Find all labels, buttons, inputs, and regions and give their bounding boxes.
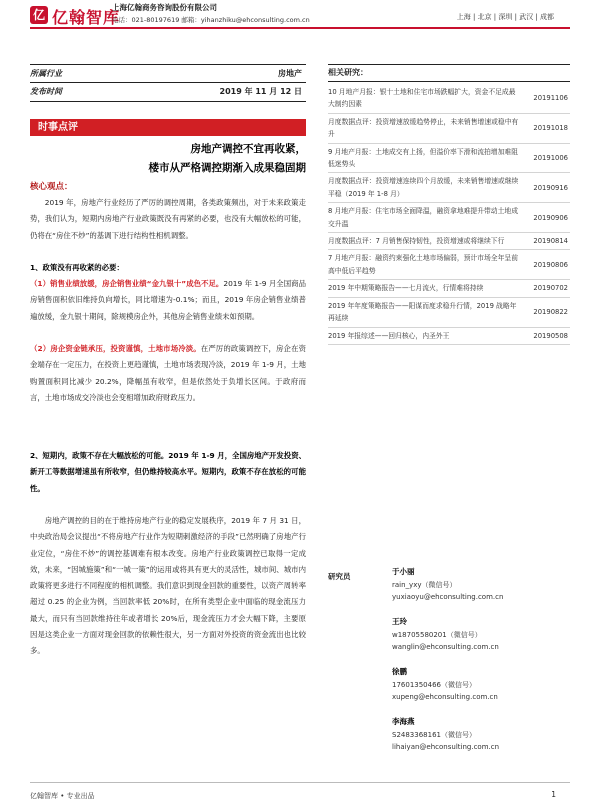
industry-value: 房地产 [278, 69, 302, 78]
heading-2: 2、短期内，政策不存在大幅放松的可能。2019 年 1-9 月，全国房地产开发投资、新开工等数据增速虽有所收窄，但仍维持较高水平。短期内，政策不存在放松的可能性。 [30, 451, 306, 493]
research-item-date: 20190822 [533, 308, 568, 317]
research-item-date: 20191006 [533, 154, 568, 163]
page-number: 1 [551, 790, 556, 799]
research-item-date: 20190508 [533, 331, 568, 340]
meta-top-rule [30, 64, 306, 65]
research-item-title: 2019 年年度策略报告——阳谋而度求稳升行情，2019 战略年再延续 [328, 301, 517, 323]
research-item-date: 20190906 [533, 213, 568, 222]
research-item-title: 2019 年中期策略报告——七月流火，行情难将持续 [328, 284, 484, 293]
company-name: 上海亿翰商务咨询股份有限公司 [112, 3, 217, 12]
research-label: 相关研究： [328, 68, 368, 77]
industry-label: 所属行业 [30, 69, 62, 78]
meta-mid-rule [30, 82, 306, 83]
meta-bottom-rule [30, 101, 306, 102]
footer-text: 亿翰智库 • 专业出品 [30, 792, 95, 800]
researcher-wechat: w18705580201（微信号） [392, 630, 482, 639]
research-item-title: 月度数据点评：投资增速放缓趋势停止，未来销售增速或稳中有升 [328, 117, 519, 139]
researcher-name: 徐鹏 [392, 667, 407, 676]
point-1-text: 2019 年 1-9 月全国商品房销售面积依旧维持负向增长，同比增速为-0.1%；而且，2019 年房企销售业绩普遍放缓，金九银十期间，除规模房企外，其他房企销售业绩未如预期。 [30, 279, 306, 321]
point-2 [30, 341, 306, 406]
research-item-date: 20191106 [533, 94, 568, 103]
researcher-label: 研究员 [328, 572, 351, 581]
researcher-name: 于小丽 [392, 567, 415, 576]
date-label: 发布时间 [30, 87, 62, 96]
point-2-highlight: （2）房企资金链承压，投资谨慎，土地市场冷淡。 [30, 344, 201, 353]
closing-paragraph: 房地产调控的目的在于维持房地产行业的稳定发展秩序，2019 年 7 月 31 日，中央政治局会议提出“不将房地产行业作为短期刺激经济的手段”已然明确了房地产行业定位，“房住不炒”的调控基调难有根本改变。房地产行业政策调控已取得一定成效，未来，“因城施策”和“一城一策”的运用或将具有更大的灵活性，城市间、城市内政策将更多进行不同程度的相机调整。我们意识到现金回款的重要性，以资产周转率超过 0.25 的企业为例，当回款率低 20%时，在所有类型企业中面临的现金流压力最大，而只有当回款维持往年或者增长 20%后，现金流压力才会大幅下降，主要原因是这类企业一方面对现金回款的依赖性很大，另一方面对外投资的资金流出也比较多。 [30, 516, 306, 656]
research-item-title: 9 月地产月报：土地成交有上扬，但溢价率下滑和流拍增加难阻低迷势头 [328, 147, 518, 169]
date-value: 2019 年 11 月 12 日 [219, 87, 302, 96]
research-item-title: 2019 年报综述——回归核心，内圣外王 [328, 331, 450, 340]
research-item-date: 20190806 [533, 260, 568, 269]
point-1 [30, 276, 306, 325]
research-item[interactable] [328, 144, 570, 174]
logo-icon: 亿 [30, 6, 48, 24]
contact-info: 电话：021-80197619 邮箱：yihanzhiku@ehconsulting.com.cn [112, 16, 310, 24]
industry-row [30, 68, 306, 79]
research-item[interactable] [328, 114, 570, 144]
research-item[interactable] [328, 173, 570, 203]
section-banner: 时事点评 [30, 119, 306, 136]
researcher-entry [392, 566, 572, 604]
research-item[interactable] [328, 233, 570, 250]
research-list [328, 84, 570, 345]
research-header-rule [328, 81, 570, 82]
researcher-email[interactable]: wanglin@ehconsulting.com.cn [392, 643, 499, 651]
research-item-title: 月度数据点评：投资增速连续四个月放缓，未来销售增速或继续平稳（2019 年 1-8 月） [328, 177, 519, 198]
research-item[interactable] [328, 250, 570, 280]
office-cities: 上海 | 北京 | 深圳 | 武汉 | 成都 [456, 13, 554, 21]
researcher-name: 王玲 [392, 617, 407, 626]
header-divider [30, 27, 570, 29]
footer-rule [30, 782, 570, 783]
intro-paragraph: 2019 年，房地产行业经历了严厉的调控周期，各类政策频出，对于未来政策走势，我们认为，短期内房地产行业政策既没有再紧的必要，也没有大幅放松的可能，仍将在“房住不炒”的基调下进行结构性相机调整。 [30, 198, 306, 240]
researcher-wechat: 17601350466（微信号） [392, 680, 476, 689]
research-item-title: 月度数据点评：7 月销售保持韧性，投资增速或将继续下行 [328, 237, 505, 246]
research-item-title: 7 月地产月报：融资约束强化土地市场偏弱，预计市场全年呈前高中低后平趋势 [328, 254, 518, 275]
heading-1: 1、政策没有再收紧的必要： [30, 263, 124, 272]
date-row [30, 86, 306, 97]
title-line-1: 房地产调控不宜再收紧， [190, 143, 306, 155]
research-item-date: 20190814 [533, 237, 568, 246]
point-1-highlight: （1）销售业绩放缓，房企销售业绩“金九银十”成色不足。 [30, 279, 224, 288]
research-item-date: 20190916 [533, 183, 568, 192]
research-item[interactable] [328, 203, 570, 233]
researcher-email[interactable]: yuxiaoyu@ehconsulting.com.cn [392, 593, 504, 601]
researcher-wechat: S2483368161（微信号） [392, 730, 476, 739]
point-2-text: 在严厉的政策调控下，房企在资金端存在一定压力，在投资上更趋谨慎，土地市场表现冷淡，2019 年 1-9 月，土地购置面积同比减少 20.2%，降幅虽有收窄，但是依然处于负增长区间。于政府而言，土地市场成交冷淡也会变相增加政府财政压力。 [30, 344, 306, 402]
research-item[interactable] [328, 328, 570, 345]
research-item[interactable] [328, 280, 570, 297]
research-item-date: 20190702 [533, 284, 568, 293]
research-item-title: 10 月地产月报：银十土地和住宅市场跌幅扩大，资金不足成最大制约因素 [328, 88, 516, 109]
researcher-wechat: rain_yxy（微信号） [392, 580, 457, 589]
researcher-name: 李海燕 [392, 717, 415, 726]
research-item-date: 20191018 [533, 124, 568, 133]
research-item-title: 8 月地产月报：住宅市场全面降温，融资拿地难提升带动土地成交升温 [328, 207, 518, 228]
researcher-entry [392, 666, 572, 704]
research-item[interactable] [328, 298, 570, 328]
researcher-email[interactable]: xupeng@ehconsulting.com.cn [392, 693, 498, 701]
core-view-label: 核心观点： [30, 182, 73, 192]
logo-text: 亿翰智库 [52, 8, 121, 27]
page-header [0, 0, 600, 30]
researcher-entry [392, 716, 572, 754]
researcher-entry [392, 616, 572, 654]
title-line-2: 楼市从严格调控期渐入成果稳固期 [148, 162, 306, 174]
researcher-email[interactable]: lihaiyan@ehconsulting.com.cn [392, 743, 500, 751]
research-item[interactable] [328, 84, 570, 114]
research-top-rule [328, 64, 570, 65]
